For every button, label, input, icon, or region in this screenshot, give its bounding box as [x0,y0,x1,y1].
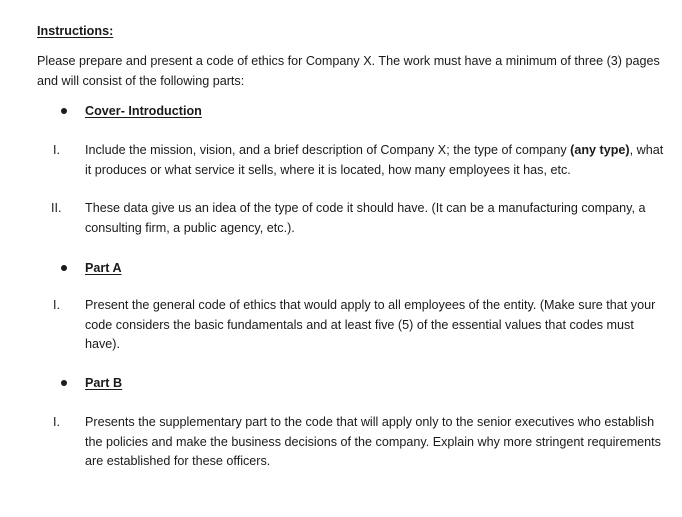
item-numeral: I. [53,143,60,157]
instructions-heading: Instructions: [37,24,114,38]
item-text-bold: (any type) [570,143,630,157]
bullet-icon [61,108,67,114]
item-numeral: II. [51,201,62,215]
intro-paragraph: Please prepare and present a code of ethics for Company X. The work must have a minimum of three (3) pages and will consist of the following parts: [37,54,660,88]
bullet-icon [61,265,67,271]
item-numeral: I. [53,415,60,429]
list-item-cover-2: These data give us an idea of the type of code it should have. (It can be a manufacturing company, a consulting firm, a public agency, etc.). [85,201,646,235]
item-text: , what it produces or what service it sells, where it is located, how many employees it has, etc. [85,143,664,177]
item-numeral: I. [53,298,60,312]
bullet-icon [61,380,67,386]
list-item-part-a-1: Present the general code of ethics that would apply to all employees of the entity. (Make sure that your code considers the basic fundamentals and at least five (5) of the essential values that codes must have). [85,298,656,351]
item-text: Include the mission, vision, and a brief description of Company X; the type of company [85,143,571,157]
section-title-cover: Cover- Introduction [85,104,202,118]
section-title-part-a: Part A [85,261,122,275]
list-item-cover-1 [85,141,665,180]
section-title-part-b: Part B [85,376,123,390]
list-item-part-b-1: Presents the supplementary part to the code that will apply only to the senior executives who establish the policies and make the business decisions of the company. Explain why more stringent requirements are established for these officers. [85,415,661,468]
